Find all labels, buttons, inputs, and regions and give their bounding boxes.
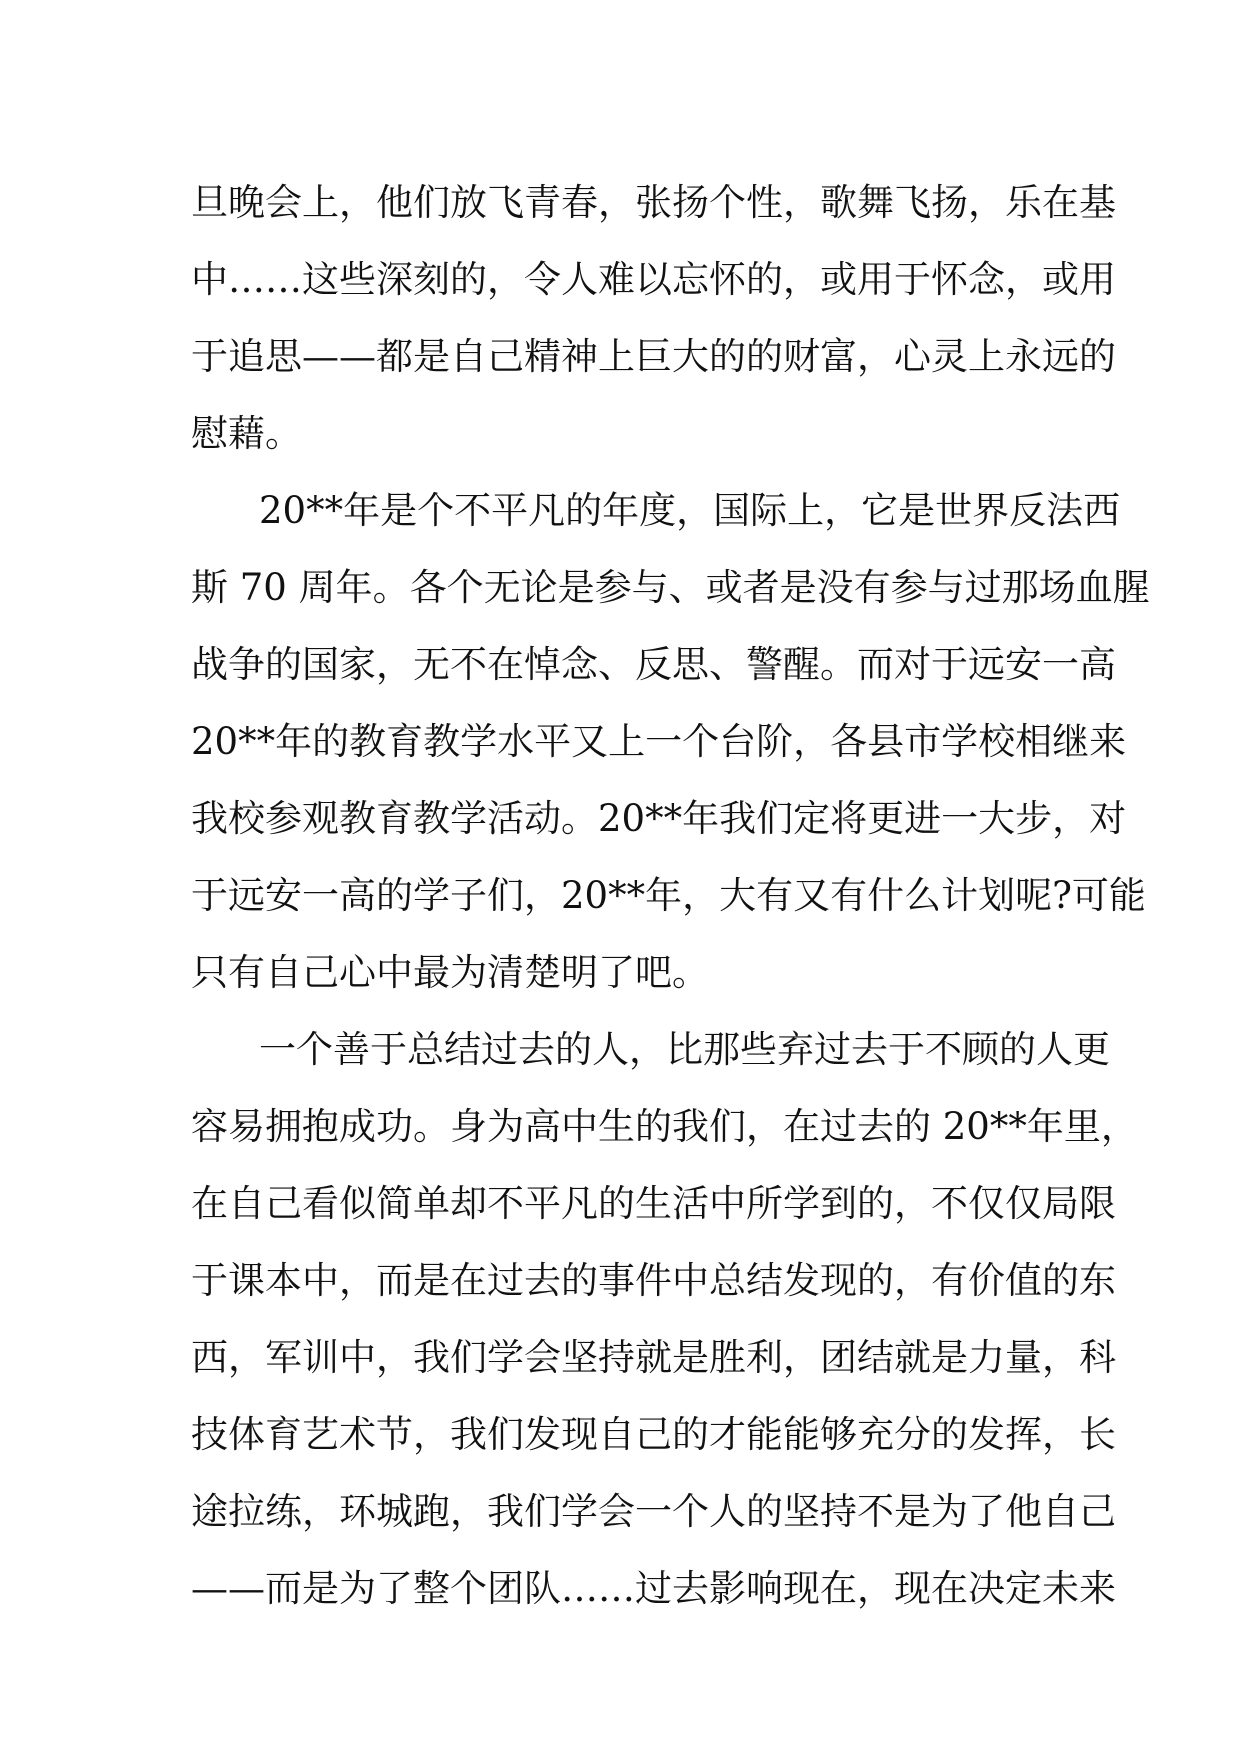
text-line: 在自己看似简单却不平凡的生活中所学到的，不仅仅局限 bbox=[191, 1182, 1116, 1225]
text-line: 于课本中，而是在过去的事件中总结发现的，有价值的东 bbox=[191, 1259, 1116, 1302]
text-line: 只有自己心中最为清楚明了吧。 bbox=[191, 951, 709, 994]
text-line: 于远安一高的学子们，20**年，大有又有什么计划呢?可能 bbox=[191, 874, 1146, 917]
text-line: 斯 70 周年。各个无论是参与、或者是没有参与过那场血腥 bbox=[191, 566, 1150, 609]
paragraph-2 bbox=[191, 472, 1150, 1011]
body-text bbox=[191, 164, 1150, 1627]
text-line: 我校参观教育教学活动。20**年我们定将更进一大步，对 bbox=[191, 797, 1127, 840]
text-line: 20**年是个不平凡的年度，国际上，它是世界反法西 bbox=[259, 489, 1121, 532]
text-line: 西，军训中，我们学会坚持就是胜利，团结就是力量，科 bbox=[191, 1336, 1116, 1379]
text-line: 途拉练，环城跑，我们学会一个人的坚持不是为了他自己 bbox=[191, 1490, 1116, 1533]
text-line: ——而是为了整个团队……过去影响现在，现在决定未来 bbox=[191, 1567, 1116, 1610]
text-line: 容易拥抱成功。身为高中生的我们，在过去的 20**年里， bbox=[191, 1105, 1138, 1148]
text-line: 技体育艺术节，我们发现自己的才能能够充分的发挥，长 bbox=[191, 1413, 1116, 1456]
text-line: 一个善于总结过去的人，比那些弃过去于不顾的人更 bbox=[259, 1028, 1110, 1071]
paragraph-1 bbox=[191, 164, 1116, 472]
text-line: 慰藉。 bbox=[191, 412, 302, 455]
paragraph-3 bbox=[191, 1011, 1138, 1627]
text-line: 中……这些深刻的，令人难以忘怀的，或用于怀念，或用 bbox=[191, 258, 1116, 301]
text-line: 于追思——都是自己精神上巨大的的财富，心灵上永远的 bbox=[191, 335, 1116, 378]
text-line: 战争的国家，无不在悼念、反思、警醒。而对于远安一高 bbox=[191, 643, 1116, 686]
text-line: 旦晚会上，他们放飞青春，张扬个性，歌舞飞扬，乐在基 bbox=[191, 181, 1116, 224]
text-line: 20**年的教育教学水平又上一个台阶，各县市学校相继来 bbox=[191, 720, 1127, 763]
